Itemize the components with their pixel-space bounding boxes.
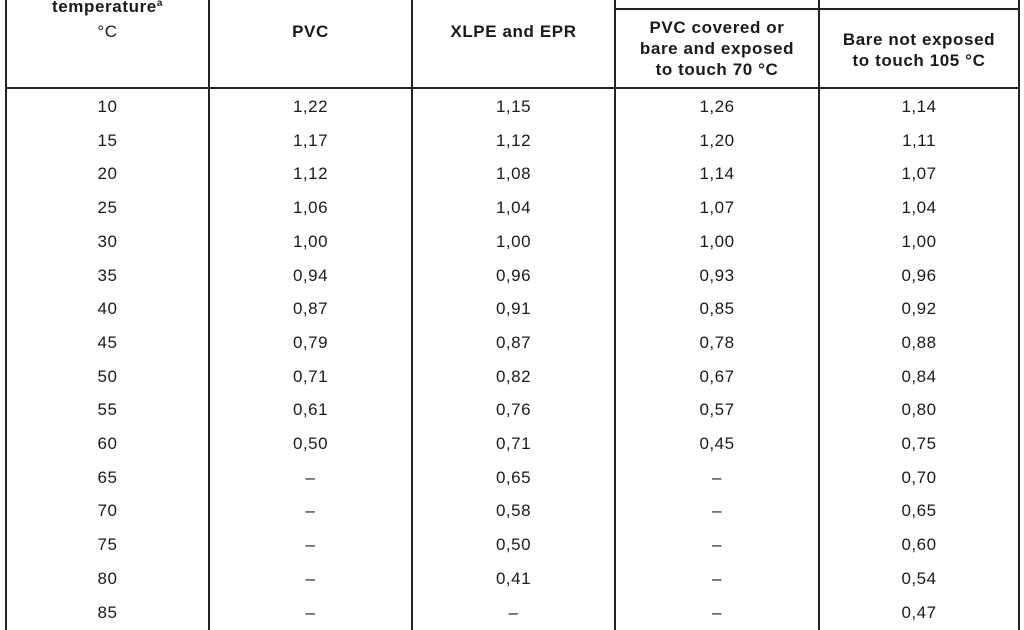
table-cell-xlpe: – xyxy=(508,603,519,622)
table-cell-pvc: 1,00 xyxy=(292,232,329,251)
header-xlpe-epr: XLPE and EPR xyxy=(450,22,577,41)
table-cell-pvc: 0,61 xyxy=(292,400,329,419)
header-temperature-unit: °C xyxy=(97,22,118,41)
table-cell-temp: 35 xyxy=(97,266,118,285)
table-cell-pvc: 0,71 xyxy=(292,367,329,386)
table-cell-pvc: – xyxy=(305,603,316,622)
header-mineral-70-line1: PVC covered or xyxy=(649,18,785,37)
table-cell-m70: – xyxy=(712,535,722,554)
table-cell-pvc: 1,22 xyxy=(292,97,329,116)
header-bottom-rule xyxy=(5,87,1020,89)
table-cell-m105: 0,70 xyxy=(901,468,937,487)
table-cell-xlpe: 0,50 xyxy=(495,535,532,554)
table-cell-m105: 0,75 xyxy=(901,434,937,453)
table-cell-m105: 0,47 xyxy=(901,603,937,622)
table-cell-pvc: 0,79 xyxy=(292,333,329,352)
table-cell-m70: – xyxy=(712,569,722,588)
table-cell-temp: 15 xyxy=(97,131,118,150)
table-cell-m70: 0,57 xyxy=(699,400,735,419)
table-cell-pvc: 1,12 xyxy=(292,164,329,183)
header-mineral-70-line2: bare and exposed xyxy=(639,39,795,58)
table-cell-m70: 0,78 xyxy=(699,333,735,352)
table-cell-xlpe: 0,87 xyxy=(495,333,532,352)
table-cell-m70: 1,00 xyxy=(699,232,735,251)
table-cell-temp: 40 xyxy=(97,299,118,318)
column-divider xyxy=(1018,0,1020,630)
table-cell-m105: 0,92 xyxy=(901,299,937,318)
table-cell-xlpe: 1,04 xyxy=(495,198,532,217)
table-cell-xlpe: 0,91 xyxy=(495,299,532,318)
table-cell-temp: 10 xyxy=(97,97,118,116)
table-cell-temp: 65 xyxy=(97,468,118,487)
table-cell-m70: 1,14 xyxy=(699,164,735,183)
header-mineral-70 xyxy=(616,17,818,80)
table-cell-temp: 45 xyxy=(97,333,118,352)
table-cell-pvc: – xyxy=(305,501,316,520)
table-cell-m105: 0,54 xyxy=(901,569,937,588)
mineral-header-divider xyxy=(614,8,1020,10)
table-cell-m70: – xyxy=(712,501,722,520)
table-cell-m70: – xyxy=(712,468,722,487)
table-cell-m105: 1,14 xyxy=(901,97,937,116)
table-cell-xlpe: 0,82 xyxy=(495,367,532,386)
header-temperature-note: a xyxy=(156,0,164,9)
table-cell-pvc: 0,87 xyxy=(292,299,329,318)
header-mineral-105 xyxy=(820,29,1018,71)
header-temperature-label: temperature xyxy=(51,0,157,16)
table-cell-temp: 25 xyxy=(97,198,118,217)
table-cell-m70: 1,07 xyxy=(699,198,735,217)
table-cell-pvc: 1,06 xyxy=(292,198,329,217)
table-cell-m70: – xyxy=(712,603,722,622)
table-cell-m105: 0,65 xyxy=(901,501,937,520)
header-mineral-105-line2: to touch 105 °C xyxy=(852,51,986,70)
table-cell-pvc: – xyxy=(305,569,316,588)
table-cell-pvc: 1,17 xyxy=(292,131,329,150)
table-cell-xlpe: 0,58 xyxy=(495,501,532,520)
table-cell-pvc: – xyxy=(305,535,316,554)
table-cell-m105: 0,84 xyxy=(901,367,937,386)
table-cell-pvc: 0,94 xyxy=(292,266,329,285)
table-cell-m105: 1,07 xyxy=(901,164,937,183)
table-cell-temp: 55 xyxy=(97,400,118,419)
header-mineral-70-line3: to touch 70 °C xyxy=(655,60,779,79)
table-cell-m105: 0,88 xyxy=(901,333,937,352)
table-cell-temp: 85 xyxy=(97,603,118,622)
table-cell-xlpe: 0,96 xyxy=(495,266,532,285)
table-cell-pvc: 0,50 xyxy=(292,434,329,453)
table-cell-pvc: – xyxy=(305,468,316,487)
table-cell-m105: 0,96 xyxy=(901,266,937,285)
table-cell-m70: 0,45 xyxy=(699,434,735,453)
table-cell-temp: 60 xyxy=(97,434,118,453)
header-mineral-105-line1: Bare not exposed xyxy=(842,30,996,49)
table-cell-xlpe: 1,15 xyxy=(495,97,532,116)
table-cell-m105: 0,80 xyxy=(901,400,937,419)
table-cell-m70: 0,67 xyxy=(699,367,735,386)
table-cell-xlpe: 0,41 xyxy=(495,569,532,588)
table-cell-temp: 20 xyxy=(97,164,118,183)
table-cell-xlpe: 1,08 xyxy=(495,164,532,183)
table-cell-m105: 1,04 xyxy=(901,198,937,217)
table-cell-temp: 75 xyxy=(97,535,118,554)
table-cell-m105: 1,11 xyxy=(902,131,936,150)
table-cell-xlpe: 0,65 xyxy=(495,468,532,487)
header-temperature xyxy=(7,0,208,42)
table-cell-temp: 50 xyxy=(97,367,118,386)
table-cell-temp: 30 xyxy=(97,232,118,251)
table-cell-m105: 1,00 xyxy=(901,232,937,251)
table-cell-m70: 1,26 xyxy=(699,97,735,116)
table-cell-xlpe: 1,00 xyxy=(495,232,532,251)
header-pvc: PVC xyxy=(292,22,329,41)
table-cell-xlpe: 0,71 xyxy=(495,434,532,453)
table-cell-m70: 0,93 xyxy=(699,266,735,285)
table-cell-m70: 0,85 xyxy=(699,299,735,318)
table-cell-m105: 0,60 xyxy=(901,535,937,554)
table-cell-xlpe: 1,12 xyxy=(495,131,532,150)
table-cell-temp: 80 xyxy=(97,569,118,588)
table-cell-m70: 1,20 xyxy=(699,131,735,150)
table-cell-temp: 70 xyxy=(97,501,118,520)
table-cell-xlpe: 0,76 xyxy=(495,400,532,419)
